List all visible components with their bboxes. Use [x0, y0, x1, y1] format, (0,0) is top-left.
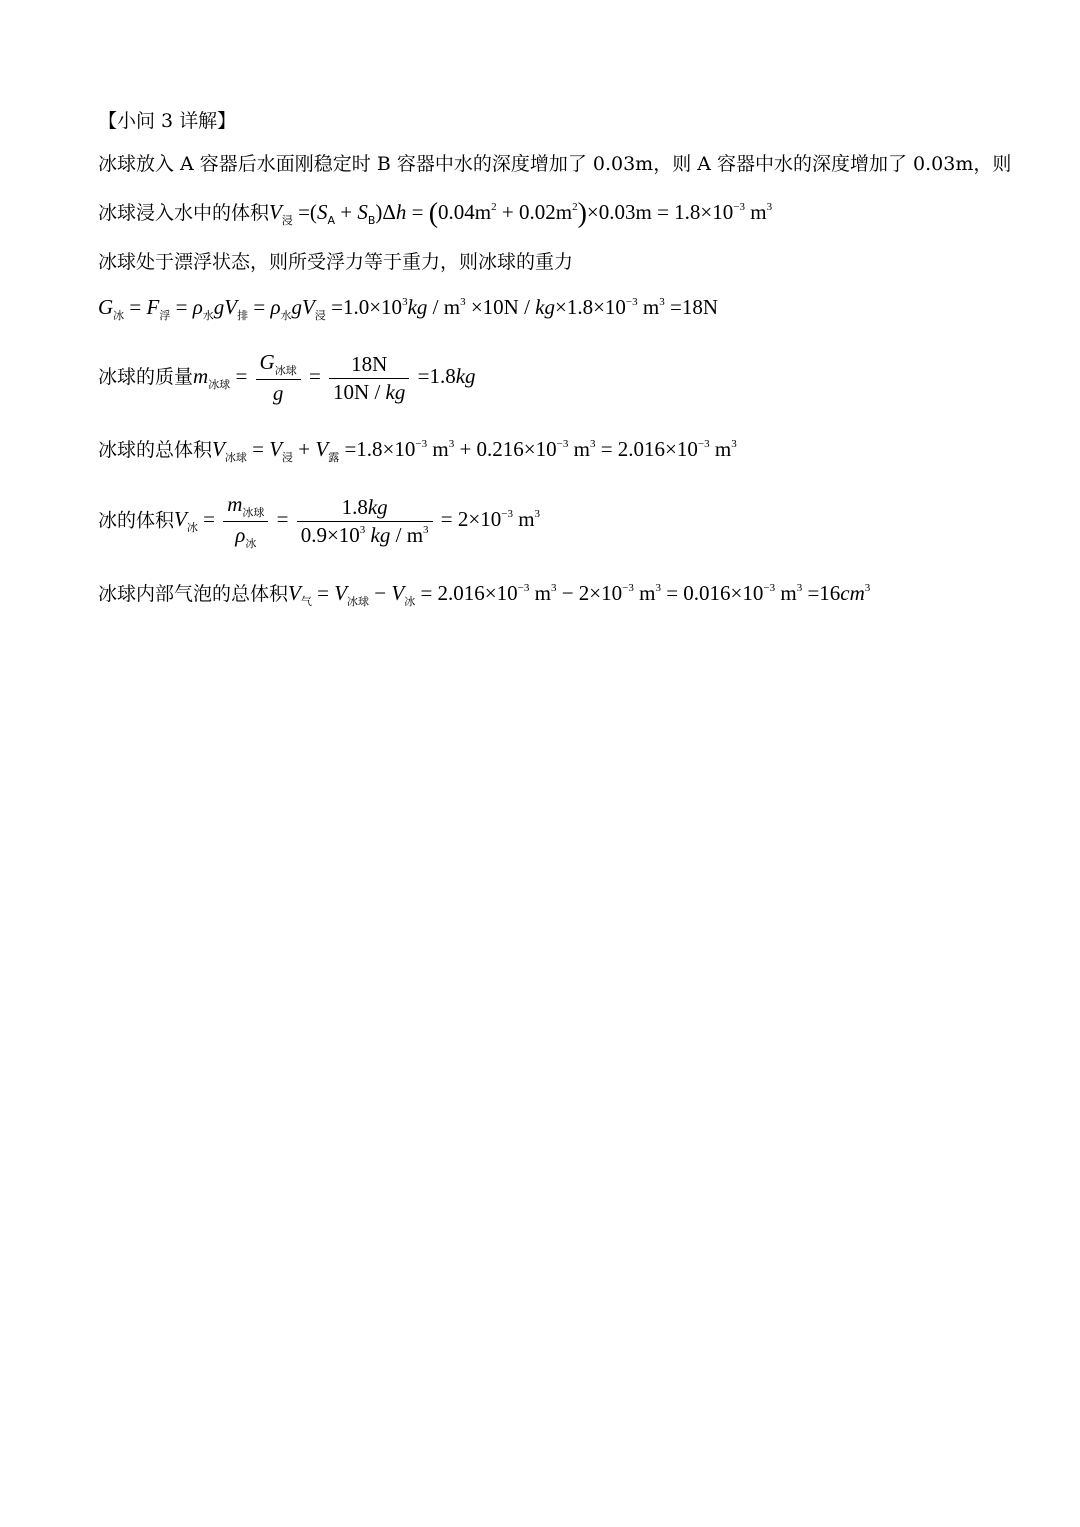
equation-label: 冰球内部气泡的总体积 — [98, 583, 289, 605]
equation-label: 冰的体积 — [98, 509, 175, 532]
paragraph-floating: 冰球处于漂浮状态，则所受浮力等于重力，则冰球的重力 — [98, 251, 574, 273]
equation-label: 冰球浸入水中的体积 — [98, 202, 270, 224]
equation-bubble-volume: 冰球内部气泡的总体积$V_气 = V_{冰球} - V_冰 = 2.016\times 10^{-3}$ $m^3 - 2\times 10^{-3}$ $m^3 = 0.016\times 10^{-3}$ $m^3 =16cm^3$ — [98, 581, 871, 608]
equation-submerged-volume: 冰球浸入水中的体积$V_浸 =(S_A + S_B)\Delta h = (0.04m^2 + 0.02m^2)\times 0.03m = 1.8\times 10^{-3}$ $m^3$ — [98, 198, 773, 229]
equation-total-volume: 冰球的总体积$V_{冰球} = V_浸 + V_露 =1.8\times 10^{-3}$ $m^3 + 0.216\times 10^{-3}$ $m^3 = 2.016\times 10^{-3}$ $m^3$ — [98, 437, 737, 464]
equation-ice-volume: 冰的体积$V_冰$ = $\frac{m_{冰球}}{\rho_冰}$ = $\frac{1.8kg}{0.9\times 10^3 kg / m^3}$ = $2\times 10^{-3}$ $m^3$ — [98, 492, 541, 550]
equation-label: 冰球的总体积 — [98, 439, 213, 461]
equation-label: 冰球的质量 — [98, 365, 194, 388]
paragraph-depth-increase: 冰球放入 A 容器后水面刚稳定时 B 容器中水的深度增加了 0.03m，则 A 容器中水的深度增加了 0.03m，则 — [98, 153, 1012, 175]
equation-gravity: $G_冰 = F_浮 = \rho_水gV_排 = \rho_水gV_浸 =1.0\times 10^3kg / m^3 \times 10N / kg\times 1.8\times 10^{-3}$ $m^3 =18N$ — [98, 295, 718, 322]
equation-mass: 冰球的质量$m_{冰球}$ = $\frac{G_{冰球}}{g}$ = $\frac{18N}{10N / kg}$ =1.8kg — [98, 350, 476, 405]
section-heading: 【小问 3 详解】 — [98, 110, 237, 132]
